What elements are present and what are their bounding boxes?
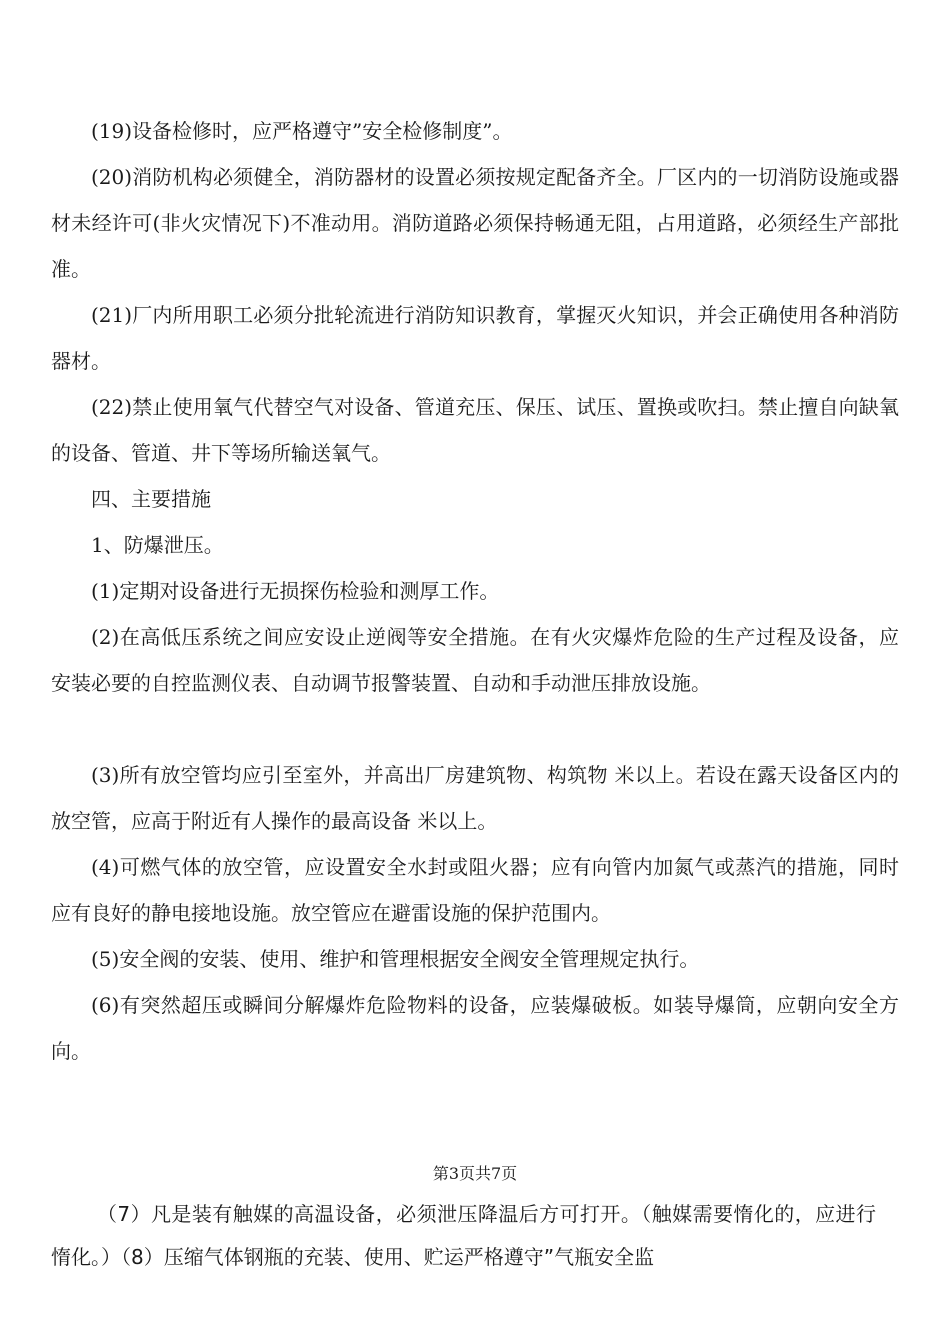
- paragraph-21: (21)厂内所用职工必须分批轮流进行消防知识教育，掌握灭火知识，并会正确使用各种消防器材。: [51, 303, 899, 373]
- measure-item-6: (6)有突然超压或瞬间分解爆炸危险物料的设备，应装爆破板。如装导爆筒，应朝向安全方向。: [51, 993, 899, 1063]
- subsection-heading-explosion-relief: 1、防爆泄压。: [91, 533, 224, 557]
- measure-item-5: (5)安全阀的安装、使用、维护和管理根据安全阀安全管理规定执行。: [91, 947, 700, 971]
- paragraph-19: (19)设备检修时，应严格遵守”安全检修制度”。: [91, 119, 513, 143]
- measure-item-1: (1)定期对设备进行无损探伤检验和测厚工作。: [91, 579, 500, 603]
- measure-item-3: (3)所有放空管均应引至室外，并高出厂房建筑物、构筑物 米以上。若设在露天设备区内的放空管，应高于附近有人操作的最高设备 米以上。: [51, 763, 899, 833]
- section-heading-main-measures: 四、主要措施: [91, 487, 211, 511]
- measure-item-2: (2)在高低压系统之间应安设止逆阀等安全措施。在有火灾爆炸危险的生产过程及设备，应安装必要的自控监测仪表、自动调节报警装置、自动和手动泄压排放设施。: [51, 625, 899, 695]
- paragraph-22: (22)禁止使用氧气代替空气对设备、管道充压、保压、试压、置换或吹扫。禁止擅自向缺氧的设备、管道、井下等场所输送氧气。: [51, 395, 899, 465]
- measure-item-4: (4)可燃气体的放空管，应设置安全水封或阻火器；应有向管内加氮气或蒸汽的措施，同时应有良好的静电接地设施。放空管应在避雷设施的保护范围内。: [51, 855, 899, 925]
- paragraph-20: (20)消防机构必须健全，消防器材的设置必须按规定配备齐全。厂区内的一切消防设施或器材未经许可(非火灾情况下)不准动用。消防道路必须保持畅通无阻，占用道路，必须经生产部批准。: [51, 165, 899, 281]
- next-page-paragraph: （7）凡是装有触媒的高温设备，必须泄压降温后方可打开。（触媒需要惰化的，应进行惰化。）（8）压缩气体钢瓶的充装、使用、贮运严格遵守”气瓶安全监: [51, 1202, 876, 1269]
- page-number-footer: 第3页共7页: [432, 1164, 518, 1183]
